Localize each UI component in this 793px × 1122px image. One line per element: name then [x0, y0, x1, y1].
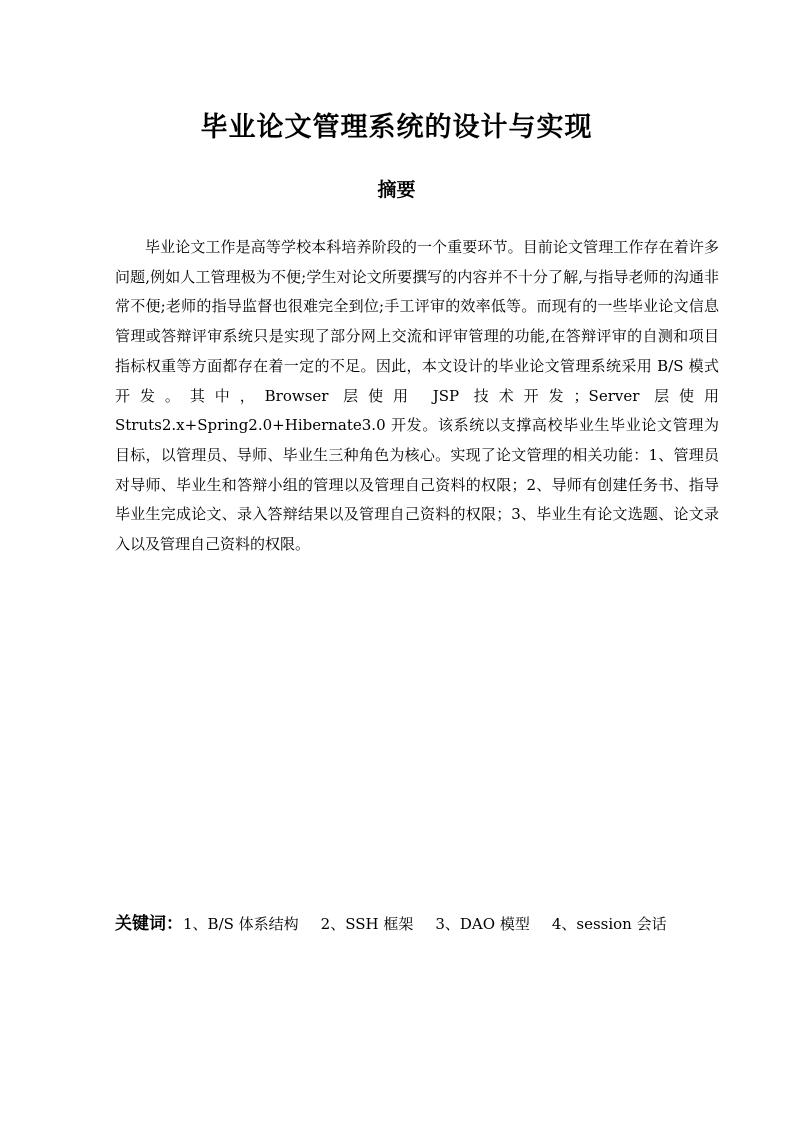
keyword-item: 1、B/S 体系结构 — [183, 915, 299, 933]
keywords-label: 关键词： — [115, 914, 183, 934]
abstract-paragraph: 毕业论文工作是高等学校本科培养阶段的一个重要环节。目前论文管理工作存在着许多问题,例如人工管理极为不便;学生对论文所要撰写的内容并不十分了解,与指导老师的沟通非常不便;老师的指导监督也很难完全到位;手工评审的效率低等。而现有的一些毕业论文信息管理或答辩评审系统只是实现了部分网上交流和评审管理的功能,在答辩评审的自测和项目指标权重等方面都存在着一定的不足。因此，本文设计的毕业论文管理系统采用 B/S 模式开发。其中，Browser 层使用 JSP 技术开发；Server 层使用 Struts2.x+Spring2.0+Hibernate3.0 开发。该系统以支撑高校毕业生毕业论文管理为目标，以管理员、导师、毕业生三种角色为核心。实现了论文管理的相关功能：1、管理员对导师、毕业生和答辩小组的管理以及管理自己资料的权限；2、导师有创建任务书、指导毕业生完成论文、录入答辩结果以及管理自己资料的权限；3、毕业生有论文选题、论文录入以及管理自己资料的权限。 — [115, 238, 719, 554]
keyword-item: 3、DAO 模型 — [435, 915, 530, 933]
abstract-heading: 摘要 — [377, 179, 416, 201]
document-title: 毕业论文管理系统的设计与实现 — [200, 112, 593, 143]
keywords-line — [115, 911, 735, 937]
keyword-item: 2、SSH 框架 — [320, 915, 414, 933]
keyword-item: 4、session 会话 — [551, 915, 667, 933]
